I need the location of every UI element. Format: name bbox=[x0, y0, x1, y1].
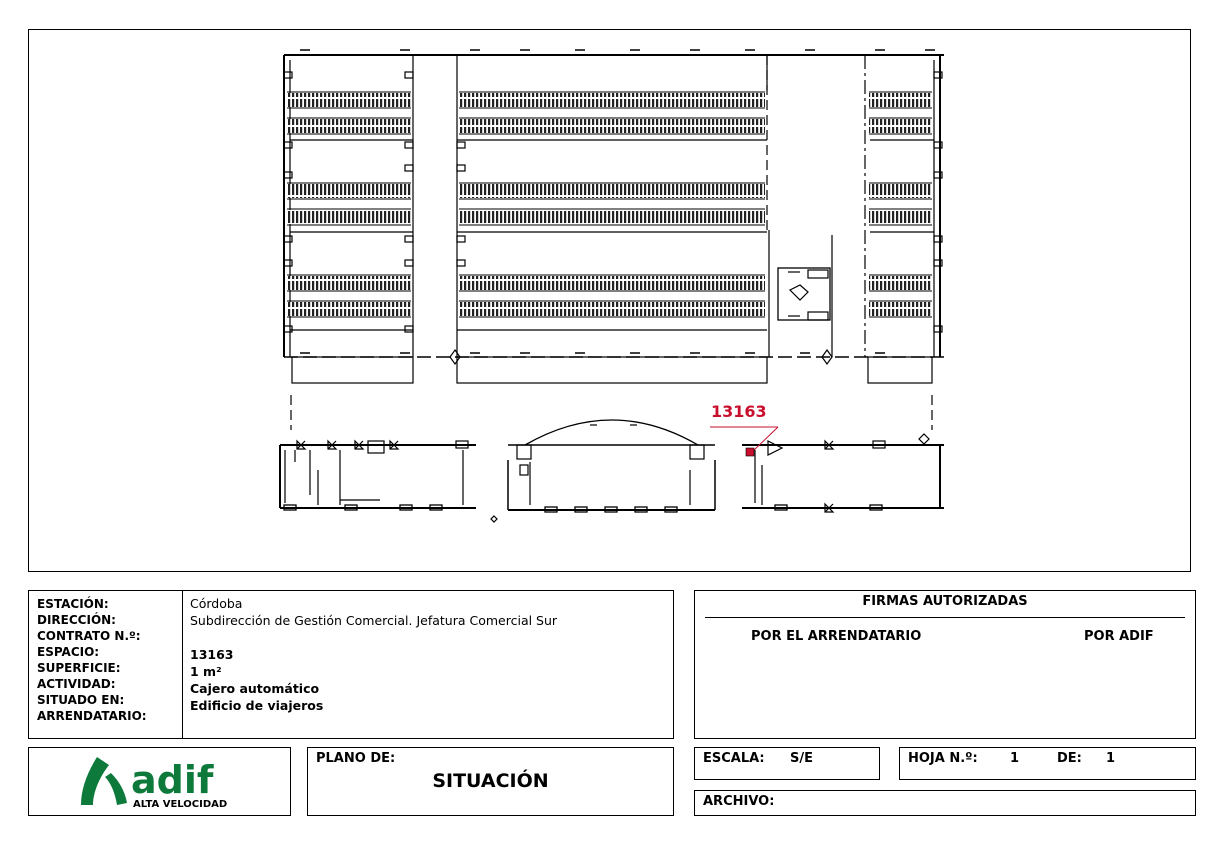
plano-label: PLANO DE: bbox=[316, 751, 396, 766]
railway-track bbox=[869, 210, 932, 224]
logo-box bbox=[28, 747, 291, 816]
label-estacion: ESTACIÓN: bbox=[37, 597, 109, 611]
escala-label: ESCALA: bbox=[703, 751, 765, 766]
value-situado-en: Edificio de viajeros bbox=[190, 698, 324, 713]
hoja-box bbox=[899, 747, 1196, 780]
info-values bbox=[190, 595, 557, 714]
railway-track bbox=[869, 119, 932, 133]
railway-track bbox=[287, 276, 411, 290]
escala-value: S/E bbox=[790, 751, 813, 766]
info-box bbox=[28, 590, 674, 739]
value-superficie: 1 m² bbox=[190, 664, 222, 679]
adif-brand-text: adif bbox=[131, 758, 214, 802]
railway-track bbox=[459, 184, 765, 198]
firma-arrendatario-label: POR EL ARRENDATARIO bbox=[751, 629, 922, 644]
railway-track bbox=[869, 302, 932, 316]
plano-box bbox=[307, 747, 674, 816]
value-contrato bbox=[190, 629, 557, 646]
hoja-label: HOJA N.º: bbox=[908, 751, 978, 766]
railway-track bbox=[287, 93, 411, 107]
railway-track bbox=[459, 276, 765, 290]
value-actividad: Cajero automático bbox=[190, 681, 320, 696]
space-marker-label: 13163 bbox=[711, 402, 767, 421]
railway-track bbox=[287, 184, 411, 198]
firmas-signature-line bbox=[705, 617, 1185, 618]
firmas-box bbox=[694, 590, 1196, 739]
escala-box bbox=[694, 747, 880, 780]
adif-subtitle: ALTA VELOCIDAD bbox=[133, 799, 228, 810]
railway-track bbox=[287, 302, 411, 316]
label-espacio: ESPACIO: bbox=[37, 645, 100, 659]
label-direccion: DIRECCIÓN: bbox=[37, 613, 116, 627]
railway-track bbox=[869, 276, 932, 290]
firmas-title: FIRMAS AUTORIZADAS bbox=[862, 594, 1028, 609]
railway-track bbox=[459, 302, 765, 316]
railway-track bbox=[459, 93, 765, 107]
railway-track bbox=[869, 93, 932, 107]
hoja-de-value: 1 bbox=[1106, 751, 1116, 766]
label-superficie: SUPERFICIE: bbox=[37, 661, 121, 675]
label-actividad: ACTIVIDAD: bbox=[37, 677, 116, 691]
adif-leaf-small-icon bbox=[105, 773, 127, 805]
archivo-label: ARCHIVO: bbox=[703, 794, 775, 809]
hoja-de-label: DE: bbox=[1057, 751, 1082, 766]
railway-track bbox=[287, 119, 411, 133]
info-divider bbox=[182, 591, 183, 738]
label-contrato: CONTRATO N.º: bbox=[37, 629, 141, 643]
info-labels bbox=[37, 596, 147, 724]
label-situado-en: SITUADO EN: bbox=[37, 693, 125, 707]
railway-track bbox=[287, 210, 411, 224]
plano-value: SITUACIÓN bbox=[432, 770, 549, 792]
value-espacio: 13163 bbox=[190, 647, 234, 662]
firma-adif-label: POR ADIF bbox=[1084, 629, 1154, 644]
label-arrendatario: ARRENDATARIO: bbox=[37, 709, 147, 723]
atm-space-marker[interactable] bbox=[746, 448, 754, 456]
adif-leaf-icon bbox=[81, 757, 109, 805]
value-estacion: Córdoba bbox=[190, 596, 243, 611]
archivo-box bbox=[694, 790, 1196, 816]
value-direccion: Subdirección de Gestión Comercial. Jefatura Comercial Sur bbox=[190, 613, 558, 628]
railway-track bbox=[459, 119, 765, 133]
railway-track bbox=[459, 210, 765, 224]
railway-track bbox=[869, 184, 932, 198]
hoja-value: 1 bbox=[1010, 751, 1020, 766]
adif-logo bbox=[79, 753, 259, 813]
